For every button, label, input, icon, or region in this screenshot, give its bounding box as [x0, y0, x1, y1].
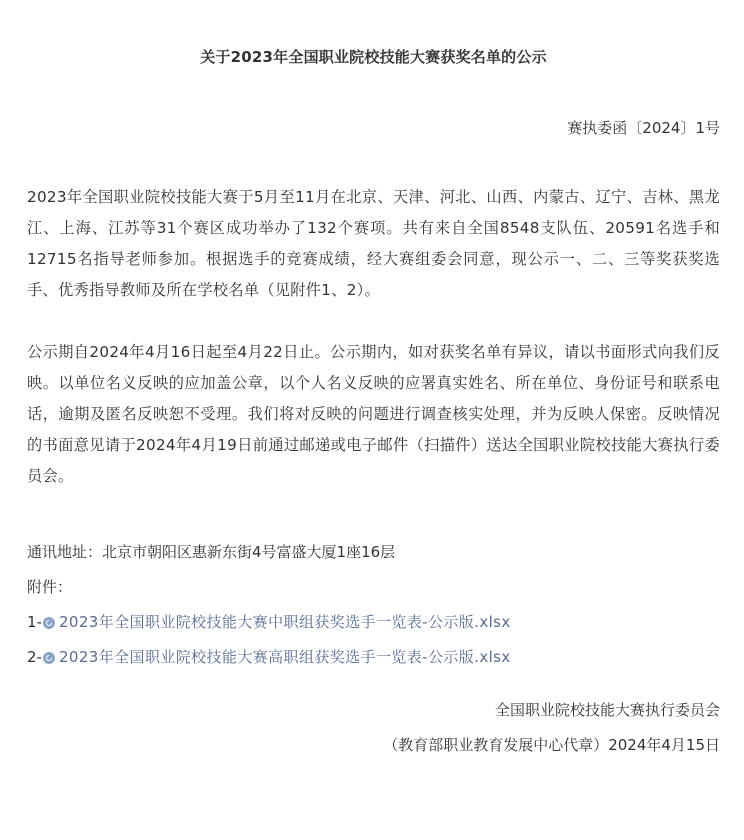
- link-icon: [43, 652, 55, 664]
- attachment-number: 1-: [27, 613, 42, 631]
- body-paragraph-2: 公示期自2024年4月16日起至4月22日止。公示期内，如对获奖名单有异议，请以书面形式向我们反映。以单位名义反映的应加盖公章，以个人名义反映的应署真实姓名、所在单位、身份证号和联系电话，逾期及匿名反映恕不受理。我们将对反映的问题进行调查核实处理，并为反映人保密。反映情况的书面意见请于2024年4月19日前通过邮递或电子邮件（扫描件）送达全国职业院校技能大赛执行委员会。: [27, 343, 720, 485]
- signature-date: （教育部职业教育发展中心代章）2024年4月15日: [383, 736, 720, 754]
- attachments-label: 附件：: [27, 578, 73, 596]
- attachment-item-2[interactable]: [27, 640, 720, 675]
- attachment-link-1[interactable]: 2023年全国职业院校技能大赛中职组获奖选手一览表-公示版.xlsx: [58, 613, 511, 631]
- mailing-address: 通讯地址：北京市朝阳区惠新东街4号富盛大厦1座16层: [27, 543, 396, 561]
- link-icon: [43, 617, 55, 629]
- attachment-link-2[interactable]: 2023年全国职业院校技能大赛高职组获奖选手一览表-公示版.xlsx: [58, 648, 511, 666]
- signature-organization: 全国职业院校技能大赛执行委员会: [494, 701, 720, 719]
- attachment-number: 2-: [27, 648, 42, 666]
- attachment-item-1[interactable]: [27, 605, 720, 640]
- document-number: 赛执委函〔2024〕1号: [567, 119, 720, 137]
- document-title: 关于2023年全国职业院校技能大赛获奖名单的公示: [200, 48, 547, 66]
- body-paragraph-1: 2023年全国职业院校技能大赛于5月至11月在北京、天津、河北、山西、内蒙古、辽宁、吉林、黑龙江、上海、江苏等31个赛区成功举办了132个赛项。共有来自全国8548支队伍、20591名选手和12715名指导老师参加。根据选手的竞赛成绩，经大赛组委会同意，现公示一、二、三等奖获奖选手、优秀指导教师及所在学校名单（见附件1、2）。: [27, 188, 720, 299]
